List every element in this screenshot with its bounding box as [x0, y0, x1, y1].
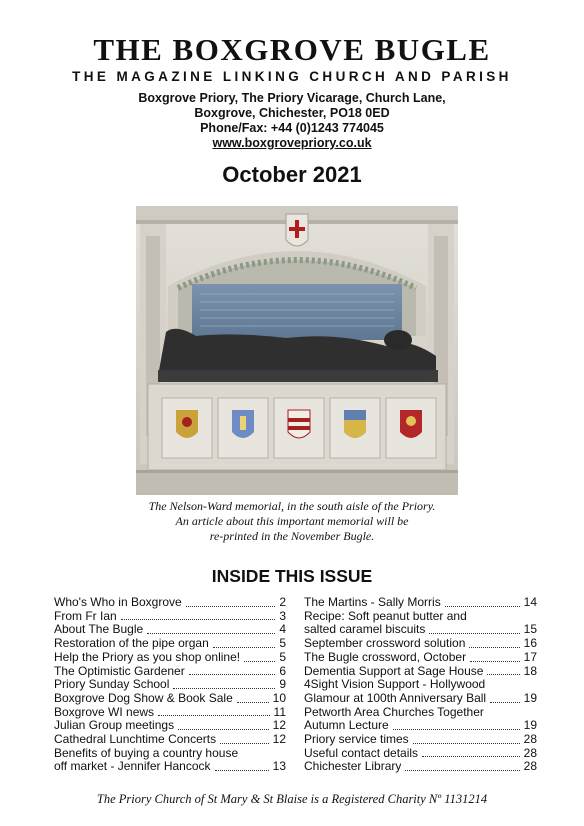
photo-caption	[0, 499, 584, 544]
contents-entry[interactable]: About The Bugle 4	[54, 622, 286, 637]
contents-entry[interactable]: Boxgrove WI news 11	[54, 704, 286, 719]
inside-this-issue-heading: INSIDE THIS ISSUE	[211, 566, 373, 586]
contents-entry[interactable]: 4Sight Vision Support - Hollywood	[304, 678, 486, 692]
contents-entry[interactable]: Restoration of the pipe organ 5	[54, 636, 286, 651]
contents-entry[interactable]: Help the Priory as you shop online! 5	[54, 649, 286, 664]
website-link[interactable]: www.boxgrovepriory.co.uk	[212, 136, 372, 150]
contents-entry[interactable]: Benefits of buying a country house	[54, 746, 239, 760]
contents-entry[interactable]: Petworth Area Churches Together	[304, 705, 484, 719]
contents-entry[interactable]: September crossword solution 16	[304, 636, 537, 651]
address-line-1: Boxgrove Priory, The Priory Vicarage, Church Lane,	[138, 91, 446, 105]
contents-entry[interactable]: Useful contact details 28	[304, 745, 537, 760]
phone-fax: Phone/Fax: +44 (0)1243 774045	[200, 121, 384, 135]
contents-entry[interactable]: Dementia Support at Sage House 18	[304, 663, 537, 678]
contents-entry[interactable]: Priory Sunday School 9	[54, 677, 286, 692]
contents-entry[interactable]: The Bugle crossword, October 17	[304, 649, 537, 664]
contents-entry[interactable]: salted caramel biscuits 15	[304, 622, 537, 637]
contents-left-column	[54, 596, 286, 774]
contents-entry[interactable]: Who's Who in Boxgrove 2	[54, 595, 286, 609]
contents-right-column	[304, 596, 537, 774]
issue-date: October 2021	[222, 162, 362, 187]
contents-entry[interactable]: The Optimistic Gardener 6	[54, 663, 286, 678]
contents-entry[interactable]: Recipe: Soft peanut butter and	[304, 609, 467, 623]
address-line-2: Boxgrove, Chichester, PO18 0ED	[194, 106, 390, 120]
contents-entry[interactable]: Glamour at 100th Anniversary Ball 19	[304, 690, 537, 705]
contents-entry[interactable]: Priory service times 28	[304, 732, 537, 747]
caption-line-2: An article about this important memorial will be	[175, 514, 409, 528]
cover-photo-nelson-ward-memorial	[136, 206, 458, 495]
contents-entry[interactable]: Autumn Lecture 19	[304, 718, 537, 733]
caption-line-3: re-printed in the November Bugle.	[209, 529, 375, 543]
caption-line-1: The Nelson-Ward memorial, in the south aisle of the Priory.	[148, 499, 436, 513]
contents-entry[interactable]: Julian Group meetings 12	[54, 718, 286, 733]
contents-entry[interactable]: off market - Jennifer Hancock 13	[54, 759, 286, 774]
contents-entry[interactable]: Boxgrove Dog Show & Book Sale 10	[54, 690, 286, 705]
contents-entry[interactable]: Cathedral Lunchtime Concerts 12	[54, 732, 286, 747]
charity-footer: The Priory Church of St Mary & St Blaise is a Registered Charity Nº 1131214	[96, 792, 488, 806]
magazine-subtitle: THE MAGAZINE LINKING CHURCH AND PARISH	[72, 69, 512, 84]
contents-entry[interactable]: Chichester Library 28	[304, 759, 537, 774]
contents-entry[interactable]: From Fr Ian 3	[54, 608, 286, 623]
contents-entry[interactable]: The Martins - Sally Morris 14	[304, 595, 537, 609]
magazine-title: THE BOXGROVE BUGLE	[93, 32, 491, 67]
